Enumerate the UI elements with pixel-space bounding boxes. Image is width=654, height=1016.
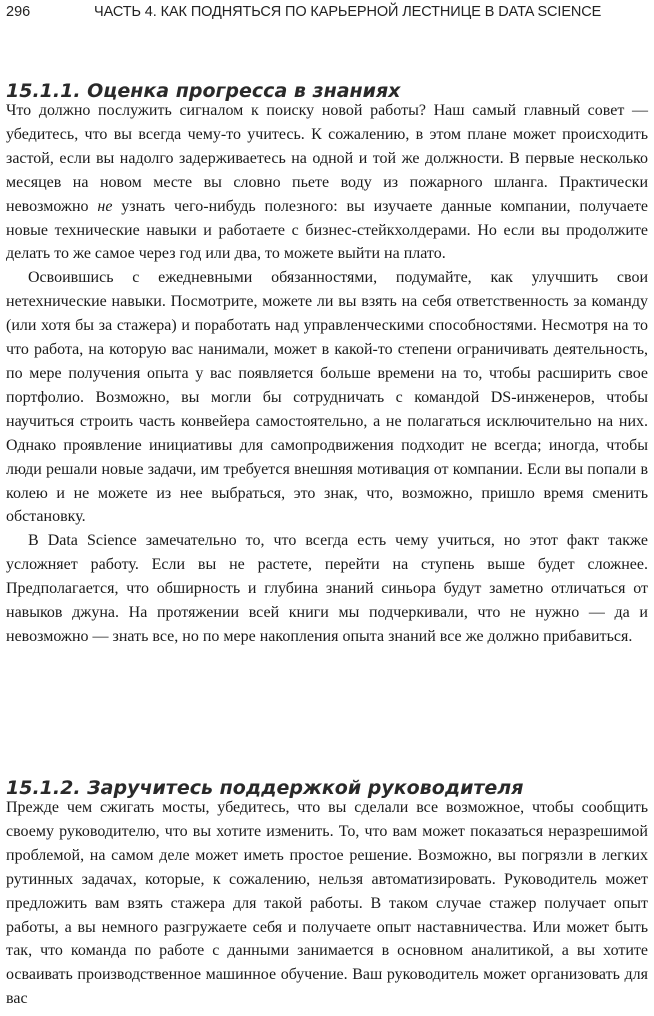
running-header [6, 2, 648, 22]
paragraph: В Data Science замечательно то, что всегда есть чему учиться, но этот факт также усложняет работу. Если вы не растете, перейти на ступень выше будет сложнее. Предполагается, что обширность и глубина знаний синьора будут заметно отличаться от навыков джуна. На протяжении всей книги мы подчеркивали, что не нужно — да и невозможно — знать все, но по мере накопления опыта знаний все же должно прибавиться. [6, 532, 648, 645]
section-heading-knowledge-progress: 15.1.1. Оценка прогресса в знаниях [6, 79, 401, 102]
paragraph-text: узнать чего-нибудь полезного: вы изучаете данные компании, получаете новые технические навыки и работаете с бизнес-стейкхолдерами. Но если вы продолжите делать то же самое через год или два, то можете выйти на плато. [6, 197, 649, 263]
section-body-knowledge-progress [6, 99, 648, 649]
chapter-title: ЧАСТЬ 4. КАК ПОДНЯТЬСЯ ПО КАРЬЕРНОЙ ЛЕСТНИЦЕ В DATA SCIENCE [94, 4, 602, 20]
section-heading-manager-support: 15.1.2. Заручитесь поддержкой руководителя [6, 776, 524, 799]
section-body-manager-support [6, 796, 648, 1011]
paragraph-text: Что должно послужить сигналом к поиску новой работы? Наш самый главный совет — убедитесь, что вы всегда чему-то учитесь. К сожалению, в этом плане может происходить застой, если вы надолго задерживаетесь на одной и той же должности. В первые несколько месяцев на новом месте вы словно пьете воду из пожарного шланга. Практически невозможно [6, 102, 648, 215]
emphasis-text: не [97, 197, 113, 215]
paragraph [6, 99, 648, 266]
paragraph: Освоившись с ежедневными обязанностями, подумайте, как улучшить свои нетехнические навыки. Посмотрите, можете ли вы взять на себя ответственность за команду (или хотя бы за стажера) и поработать над управленческими способностями. Несмотря на то что работа, на которую вас нанимали, может в какой-то степени ограничивать деятельность, по мере получения опыта у вас появляется больше времени на то, чтобы расширить свое портфолио. Возможно, вы могли бы сотрудничать с командой DS-инженеров, чтобы научиться строить часть конвейера самостоятельно, а не полагаться исключительно на них. Однако проявление инициативы для самопродвижения подходит не всегда; иногда, чтобы люди решали новые задачи, им требуется внешняя мотивация от компании. Если вы попали в колею и не можете из нее выбраться, это знак, что, возможно, пришло время сменить обстановку. [6, 269, 648, 526]
page-number: 296 [6, 4, 31, 20]
paragraph: Прежде чем сжигать мосты, убедитесь, что вы сделали все возможное, чтобы сообщить своему руководителю, что вы хотите изменить. То, что вам может показаться неразрешимой проблемой, на самом деле может иметь простое решение. Возможно, вы погрязли в легких рутинных задачах, которые, к сожалению, нельзя автоматизировать. Руководитель может предложить вам взять стажера для такой работы. В таком случае стажер получает опыт работы, а вы немного разгружаете себя и получаете опыт наставничества. Или может быть так, что команда по работе с данными занимается в основном аналитикой, а вы хотите осваивать производственное машинное обучение. Ваш руководитель может организовать для вас [6, 799, 648, 1008]
